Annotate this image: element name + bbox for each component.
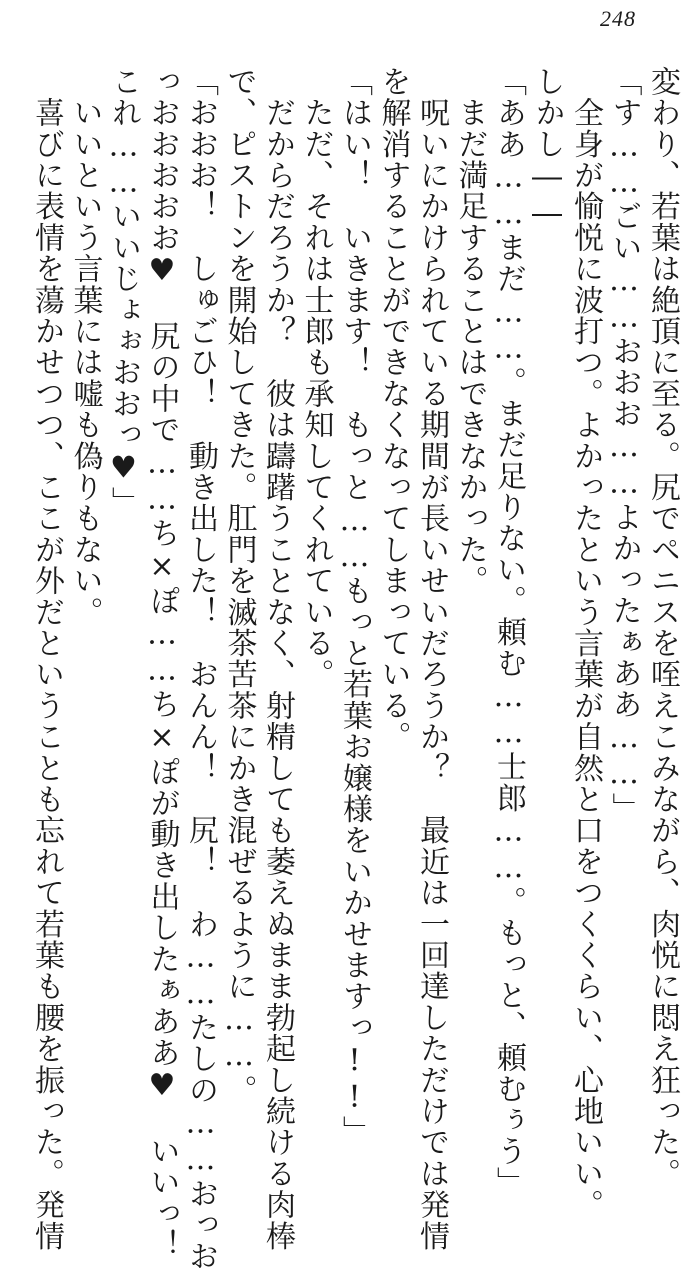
text-line: 「はい！ いきます！ もっと……もっと若葉お嬢様をいかせますっ!!」 (337, 66, 372, 1147)
text-line: 「おおお！ しゅごひ！ 動き出した！ おんん！ 尻！ わ……たしの……おっお (183, 66, 218, 1272)
text-line: 「ああ……まだ……。まだ足りない。頼む……士郎……。もっと、頼むぅう」 (491, 66, 526, 1198)
text-line: 変わり、若葉は絶頂に至る。尻でペニスを咥えこみながら、肉悦に悶え狂った。 (645, 66, 680, 1190)
text-line: 喜びに表情を蕩かせつつ、ここが外だということも忘れて若葉も腰を振った。発情 (29, 66, 64, 1252)
text-line: 「す……ごい……おおお……よかったぁああ……」 (606, 66, 642, 824)
text-line: 呪いにかけられている期間が長いせいだろうか？ 最近は一回達しただけでは発情 (414, 66, 449, 1252)
text-line: しかし―― (529, 66, 565, 232)
text-line: いいという言葉には嘘も偽りもない。 (67, 66, 103, 628)
text-line: まだ満足することはできなかった。 (452, 66, 488, 597)
text-line: を解消することができなくなってしまっている。 (375, 66, 411, 753)
text-line: ただ、それは士郎も承知してくれている。 (298, 66, 334, 690)
text-line: 全身が愉悦に波打つ。よかったという言葉が自然と口をつくくらい、心地いい。 (568, 66, 603, 1221)
text-line: で、ピストンを開始してきた。肛門を滅茶苦茶にかき混ぜるように……。 (221, 66, 257, 1106)
page-number: 248 (600, 6, 636, 31)
vertical-text-block (29, 66, 681, 1272)
text-line: っおおおおお♥ 尻の中で……ち×ぽ……ち×ぽが動き出したぁああ♥ いいっ！ (144, 66, 180, 1261)
text-line: これ……いいじょぉおおっ♥」 (106, 66, 141, 518)
text-line: だからだろうか？ 彼は躊躇うことなく、射精しても萎えぬまま勃起し続ける肉棒 (260, 66, 295, 1252)
